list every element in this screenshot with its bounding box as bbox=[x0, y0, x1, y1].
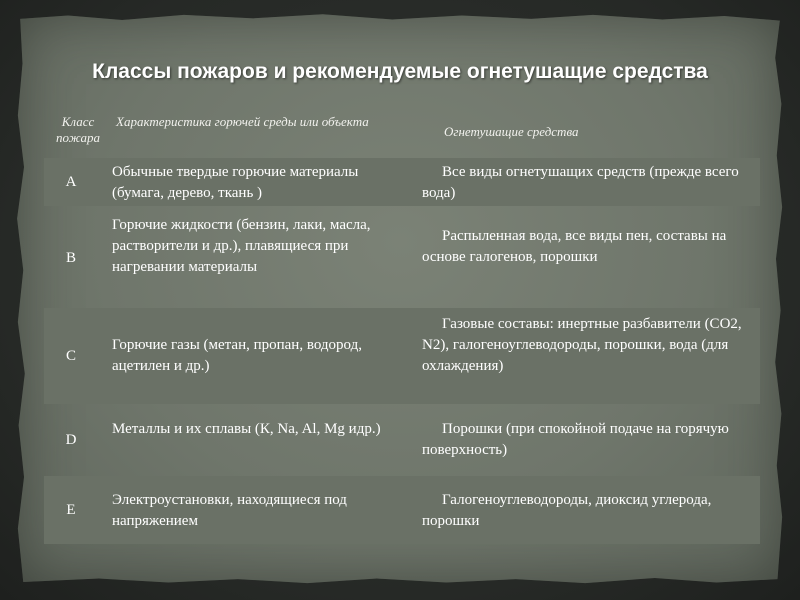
table-row-class: A bbox=[65, 174, 77, 190]
table-row-class: D bbox=[65, 432, 77, 448]
table-row-characteristic: Горючие жидкости (бензин, лаки, масла, растворители и др.), плавящиеся при нагревании материалы bbox=[112, 217, 371, 275]
table-row-extinguisher: Порошки (при спокойной подаче на горячую поверхность) bbox=[422, 421, 729, 458]
table-row-class: B bbox=[65, 250, 76, 266]
header-characteristic: Характеристика горючей среды или объекта bbox=[116, 114, 369, 129]
slide-title: Классы пожаров и рекомендуемые огнетушащие средства bbox=[92, 60, 708, 83]
table-row-class: E bbox=[66, 502, 76, 518]
table-row-extinguisher: Газовые составы: инертные разбавители (СО2, N2), галогеноуглеводороды, порошки, вода (для охлаждения) bbox=[422, 316, 742, 374]
table-row-class: C bbox=[65, 348, 76, 364]
header-extinguisher: Огнетушащие средства bbox=[444, 124, 579, 139]
table-row-characteristic: Обычные твердые горючие материалы (бумага, дерево, ткань ) bbox=[112, 164, 359, 201]
table-row-characteristic: Металлы и их сплавы (К, Na, Al, Mg идр.) bbox=[112, 421, 381, 437]
table-row-extinguisher: Все виды огнетушащих средств (прежде всего вода) bbox=[422, 164, 739, 201]
table-row-extinguisher: Распыленная вода, все виды пен, составы на основе галогенов, порошки bbox=[422, 228, 727, 265]
table-row-characteristic: Электроустановки, находящиеся под напряжением bbox=[112, 492, 347, 529]
table-row-extinguisher: Галогеноуглеводороды, диоксид углерода, порошки bbox=[422, 492, 712, 529]
header-class: Класс пожара bbox=[55, 114, 101, 145]
table-row-characteristic: Горючие газы (метан, пропан, водород, ацетилен и др.) bbox=[112, 337, 362, 374]
